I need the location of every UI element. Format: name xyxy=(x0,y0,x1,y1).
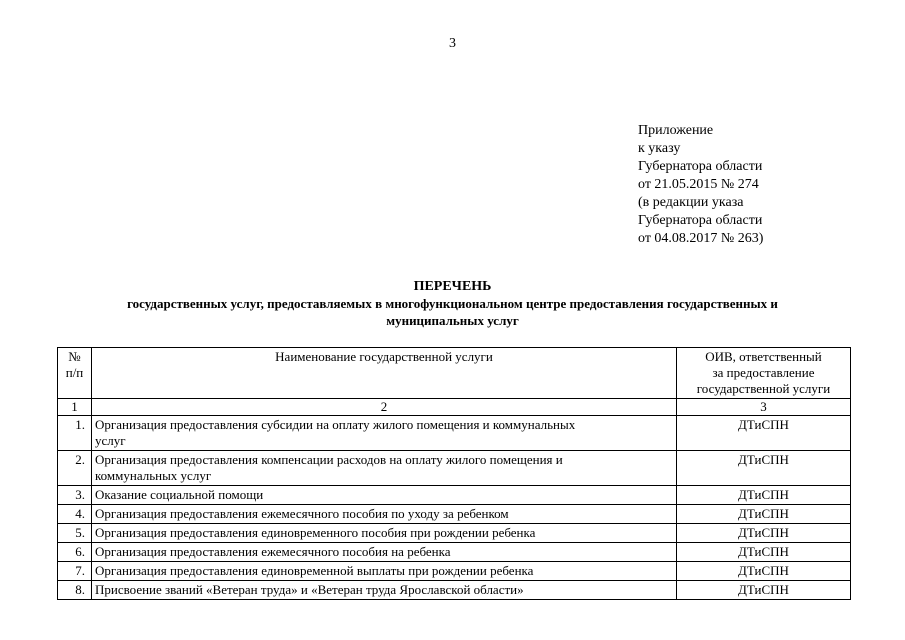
appendix-line: к указу xyxy=(638,141,681,156)
appendix-line: от 21.05.2015 № 274 xyxy=(638,177,759,192)
header-service-name xyxy=(92,348,677,399)
document-title: ПЕРЕЧЕНЬ xyxy=(413,279,492,294)
header-number xyxy=(58,348,92,399)
responsible-body: ДТиСПН xyxy=(677,543,851,562)
header-text: п/п xyxy=(65,365,84,380)
table-row xyxy=(58,524,851,543)
table-row xyxy=(58,416,851,451)
column-number-row xyxy=(58,399,851,416)
service-name xyxy=(92,451,677,486)
responsible-body: ДТиСПН xyxy=(677,486,851,505)
document-subtitle-line: государственных услуг, предоставляемых в многофункциональном центре предоставления государственных и xyxy=(127,296,778,311)
column-number: 1 xyxy=(58,399,92,416)
document-subtitle-line: муниципальных услуг xyxy=(386,313,519,328)
service-name: Организация предоставления единовременной выплаты при рождении ребенка xyxy=(92,562,677,581)
page-number: 3 xyxy=(449,36,456,51)
appendix-block xyxy=(638,122,763,248)
appendix-line: от 04.08.2017 № 263) xyxy=(638,231,764,246)
table-row xyxy=(58,505,851,524)
header-text: ОИВ, ответственный xyxy=(705,349,822,364)
responsible-body: ДТиСПН xyxy=(677,524,851,543)
services-table xyxy=(57,347,851,600)
table-row xyxy=(58,543,851,562)
row-number: 7. xyxy=(58,562,92,581)
service-name: Организация предоставления ежемесячного пособия по уходу за ребенком xyxy=(92,505,677,524)
header-text: государственной услуги xyxy=(696,381,831,396)
table-row xyxy=(58,562,851,581)
table-row xyxy=(58,581,851,600)
header-text: Наименование государственной услуги xyxy=(275,349,493,364)
column-number: 2 xyxy=(92,399,677,416)
row-number: 8. xyxy=(58,581,92,600)
row-number: 4. xyxy=(58,505,92,524)
responsible-body: ДТиСПН xyxy=(677,451,851,486)
appendix-line: Губернатора области xyxy=(638,159,763,174)
responsible-body: ДТиСПН xyxy=(677,581,851,600)
table-row xyxy=(58,486,851,505)
responsible-body: ДТиСПН xyxy=(677,416,851,451)
appendix-line: Губернатора области xyxy=(638,213,763,228)
responsible-body: ДТиСПН xyxy=(677,505,851,524)
service-name-line: Организация предоставления субсидии на оплату жилого помещения и коммунальных xyxy=(95,417,576,432)
table-row xyxy=(58,451,851,486)
service-name-line: Организация предоставления компенсации расходов на оплату жилого помещения и xyxy=(95,452,563,467)
header-text: № xyxy=(68,349,81,364)
column-number: 3 xyxy=(677,399,851,416)
row-number: 2. xyxy=(58,451,92,486)
header-text: за предоставление xyxy=(712,365,815,380)
row-number: 1. xyxy=(58,416,92,451)
service-name xyxy=(92,416,677,451)
table-header-row xyxy=(58,348,851,399)
header-responsible-body xyxy=(677,348,851,399)
row-number: 6. xyxy=(58,543,92,562)
row-number: 5. xyxy=(58,524,92,543)
row-number: 3. xyxy=(58,486,92,505)
service-name-line: коммунальных услуг xyxy=(95,468,212,483)
responsible-body: ДТиСПН xyxy=(677,562,851,581)
appendix-line: (в редакции указа xyxy=(638,195,744,210)
service-name-line: услуг xyxy=(95,433,126,448)
document-heading xyxy=(40,279,865,329)
appendix-line: Приложение xyxy=(638,123,714,138)
service-name: Оказание социальной помощи xyxy=(92,486,677,505)
service-name: Присвоение званий «Ветеран труда» и «Ветеран труда Ярославской области» xyxy=(92,581,677,600)
service-name: Организация предоставления ежемесячного пособия на ребенка xyxy=(92,543,677,562)
service-name: Организация предоставления единовременного пособия при рождении ребенка xyxy=(92,524,677,543)
